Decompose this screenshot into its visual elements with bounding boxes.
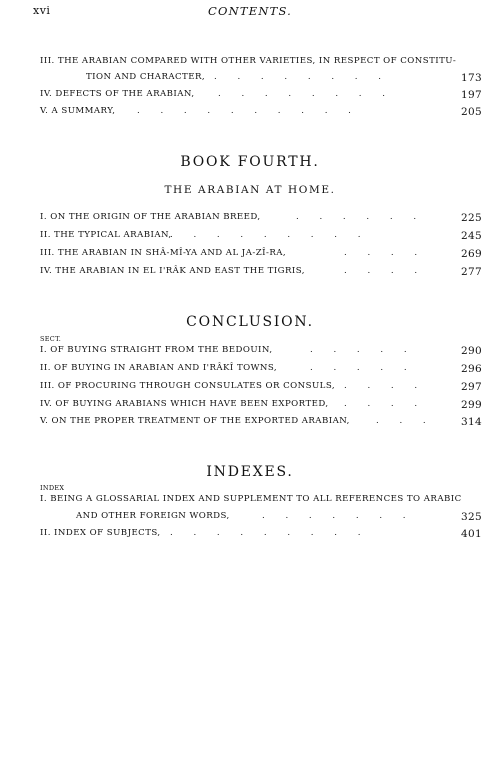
toc-page-number: 245	[461, 230, 482, 242]
toc-page-number: 299	[461, 399, 482, 411]
dot-leader: . . . . . . . .	[218, 89, 385, 99]
toc-entry-continuation[interactable]	[0, 72, 500, 86]
toc-entry-label: I. ON THE ORIGIN OF THE ARABIAN BREED,	[40, 212, 261, 222]
toc-entry-label: II. THE TYPICAL ARABIAN,	[40, 230, 172, 240]
toc-entry[interactable]	[0, 248, 500, 262]
dot-leader: . . . .	[344, 266, 418, 276]
toc-entry[interactable]	[0, 399, 500, 413]
toc-entry-label: IV. OF BUYING ARABIANS WHICH HAVE BEEN EXPORTED,	[40, 399, 329, 409]
toc-entry[interactable]	[0, 106, 500, 120]
running-title: CONTENTS.	[207, 4, 292, 18]
section-heading: CONCLUSION.	[186, 314, 314, 330]
toc-entry-label: I. OF BUYING STRAIGHT FROM THE BEDOUIN,	[40, 345, 273, 355]
toc-entry[interactable]	[0, 381, 500, 395]
dot-leader: . . . . . . .	[262, 511, 406, 521]
toc-page-number: 197	[461, 89, 482, 101]
toc-entry-label: III. THE ARABIAN IN SHÂ-MÎ-YA AND AL JA-ZÎ-RA,	[40, 248, 287, 258]
section-subtitle: THE ARABIAN AT HOME.	[164, 184, 336, 196]
toc-entry-label: III. OF PROCURING THROUGH CONSULATES OR CONSULS,	[40, 381, 336, 391]
toc-entry[interactable]	[0, 266, 500, 280]
dot-leader: . . . . .	[310, 363, 407, 373]
toc-entry[interactable]	[0, 494, 500, 508]
toc-page-number: 225	[461, 212, 482, 224]
toc-entry-label: AND OTHER FOREIGN WORDS,	[76, 511, 230, 521]
toc-entry[interactable]	[0, 56, 500, 70]
toc-entry-label: I. BEING A GLOSSARIAL INDEX AND SUPPLEMENT TO ALL REFERENCES TO ARABIC	[40, 494, 462, 504]
toc-page-number: 290	[461, 345, 482, 357]
dot-leader: . . . .	[344, 381, 418, 391]
section-heading: INDEXES.	[206, 464, 294, 480]
toc-page-number: 205	[461, 106, 482, 118]
toc-entry-label: IV. DEFECTS OF THE ARABIAN,	[40, 89, 195, 99]
toc-page-number: 296	[461, 363, 482, 375]
index-marker: INDEX	[40, 484, 65, 492]
toc-page-number: 314	[461, 416, 482, 428]
toc-page-number: 325	[461, 511, 482, 523]
toc-entry-label: III. THE ARABIAN COMPARED WITH OTHER VARIETIES, IN RESPECT OF CONSTITU-	[40, 56, 457, 66]
toc-page-number: 277	[461, 266, 482, 278]
toc-entry[interactable]	[0, 528, 500, 542]
toc-entry[interactable]	[0, 230, 500, 244]
dot-leader: . . . . . .	[296, 212, 417, 222]
toc-entry[interactable]	[0, 212, 500, 226]
toc-entry-label: V. A SUMMARY,	[40, 106, 116, 116]
toc-entry-label: V. ON THE PROPER TREATMENT OF THE EXPORTED ARABIAN,	[40, 416, 350, 426]
toc-entry-label: II. INDEX OF SUBJECTS,	[40, 528, 161, 538]
dot-leader: . . . . . . . . .	[170, 528, 361, 538]
dot-leader: . . . . . . . . .	[170, 230, 361, 240]
dot-leader: . . . .	[344, 248, 418, 258]
toc-entry[interactable]	[0, 363, 500, 377]
section-heading: BOOK FOURTH.	[180, 154, 320, 170]
dot-leader: . . . .	[344, 399, 418, 409]
dot-leader: . . .	[376, 416, 426, 426]
toc-entry-label: IV. THE ARABIAN IN EL I'RÂK AND EAST THE TIGRIS,	[40, 266, 305, 276]
toc-entry-continuation[interactable]	[0, 511, 500, 525]
dot-leader: . . . . .	[310, 345, 407, 355]
toc-entry[interactable]	[0, 416, 500, 430]
toc-page-number: 269	[461, 248, 482, 260]
toc-entry[interactable]	[0, 345, 500, 359]
toc-entry-label: TION AND CHARACTER,	[86, 72, 206, 82]
page-numeral: xvi	[33, 4, 51, 17]
toc-page-number: 401	[461, 528, 482, 540]
dot-leader: . . . . . . . . . .	[137, 106, 351, 116]
toc-page-number: 173	[461, 72, 482, 84]
toc-entry[interactable]	[0, 89, 500, 103]
toc-page-number: 297	[461, 381, 482, 393]
toc-entry-label: II. OF BUYING IN ARABIAN AND I'RÂKÎ TOWNS,	[40, 363, 278, 373]
sect-marker: SECT.	[40, 335, 62, 343]
dot-leader: . . . . . . . .	[214, 72, 381, 82]
